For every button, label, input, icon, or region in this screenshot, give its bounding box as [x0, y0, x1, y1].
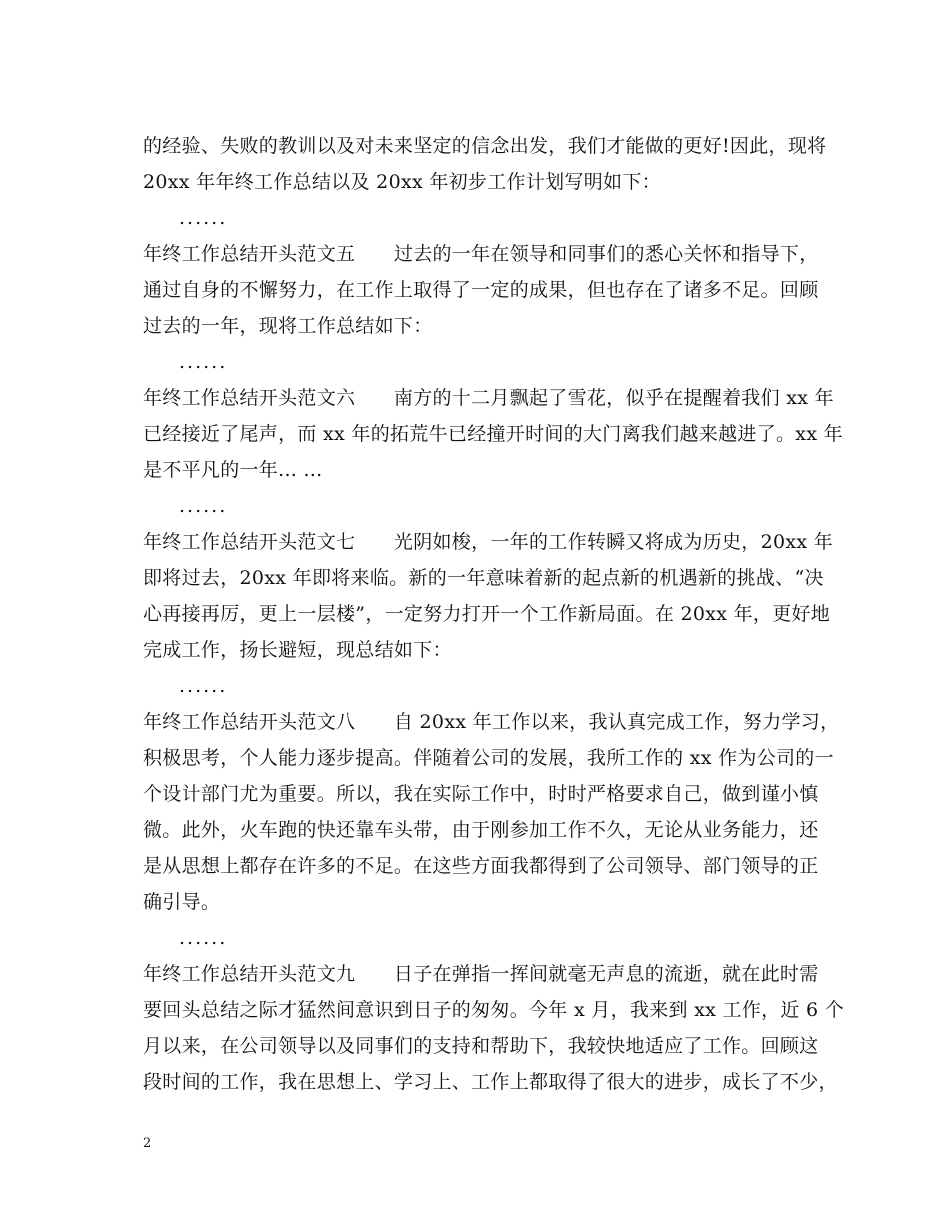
body-line: 积极思考，个人能力逐步提高。伴随着公司的发展，我所工作的 xx 作为公司的一 — [143, 747, 834, 769]
body-line: 20xx 年年终工作总结以及 20xx 年初步工作计划写明如下： — [143, 171, 661, 193]
body-line: 过去的一年，现将工作总结如下： — [143, 315, 433, 337]
body-line: 微。此外，火车跑的快还靠车头带，由于刚参加工作不久，无论从业务能力，还 — [143, 819, 819, 841]
ellipsis-line: ...... — [179, 927, 228, 949]
document-body — [143, 128, 845, 1100]
section-heading-line: 年终工作总结开头范文六 南方的十二月飘起了雪花，似乎在提醒着我们 xx 年 — [143, 387, 834, 409]
body-line: 是从思想上都存在许多的不足。在这些方面我都得到了公司领导、部门领导的正 — [143, 855, 819, 877]
body-line: 即将过去，20xx 年即将来临。新的一年意味着新的起点新的机遇新的挑战、“决 — [143, 567, 824, 589]
body-line: 完成工作，扬长避短，现总结如下： — [143, 639, 452, 661]
section-heading-line: 年终工作总结开头范文五 过去的一年在领导和同事们的悉心关怀和指导下， — [143, 243, 819, 265]
body-line: 通过自身的不懈努力，在工作上取得了一定的成果，但也存在了诸多不足。回顾 — [143, 279, 819, 301]
body-line: 心再接再厉，更上一层楼”，一定努力打开一个工作新局面。在 20xx 年，更好地 — [143, 603, 831, 625]
ellipsis-line: ...... — [179, 207, 228, 229]
ellipsis-line: ...... — [179, 495, 228, 517]
ellipsis-line: ...... — [179, 675, 228, 697]
body-line: 要回头总结之际才猛然间意识到日子的匆匆。今年 x 月，我来到 xx 工作，近 6 个 — [143, 999, 845, 1021]
section-heading-line: 年终工作总结开头范文九 日子在弹指一挥间就毫无声息的流逝，就在此时需 — [143, 963, 819, 985]
body-line: 已经接近了尾声，而 xx 年的拓荒牛已经撞开时间的大门离我们越来越进了。xx 年 — [143, 423, 843, 445]
body-line: 确引导。 — [143, 891, 221, 913]
section-heading-line: 年终工作总结开头范文七 光阴如梭，一年的工作转瞬又将成为历史，20xx 年 — [143, 531, 834, 553]
section-heading-line: 年终工作总结开头范文八 自 20xx 年工作以来，我认真完成工作，努力学习， — [143, 711, 840, 733]
ellipsis-line: ...... — [179, 351, 228, 373]
body-line: 是不平凡的一年... ... — [143, 459, 323, 481]
body-line: 的经验、失败的教训以及对未来坚定的信念出发，我们才能做的更好!因此，现将 — [143, 135, 827, 157]
body-line: 个设计部门尤为重要。所以，我在实际工作中，时时严格要求自己，做到谨小慎 — [143, 783, 819, 805]
page-number: 2 — [143, 1136, 152, 1151]
body-line: 月以来，在公司领导以及同事们的支持和帮助下，我较快地适应了工作。回顾这 — [143, 1035, 819, 1057]
body-line: 段时间的工作，我在思想上、学习上、工作上都取得了很大的进步，成长了不少， — [143, 1071, 838, 1093]
